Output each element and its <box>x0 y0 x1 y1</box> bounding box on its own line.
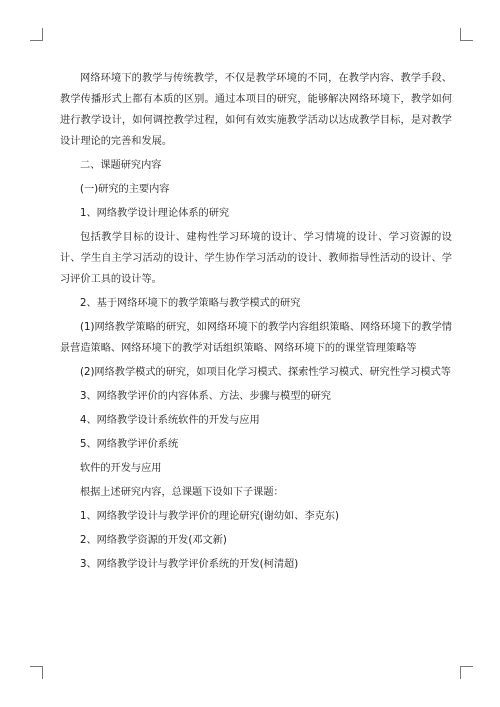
crop-mark-top-right <box>460 28 473 41</box>
list-item: 4、网络教学设计系统软件的开发与应用 <box>80 415 260 426</box>
body-paragraph: 包括教学目标的设计、建构性学习环境的设计、学习情境的设计、学习资源的设计、学生自主学习活动的设计、学生协作学习活动的设计、教师指导性活动的设计、学习评价工具的设计等。 <box>60 232 452 285</box>
body-paragraph: (2)网络教学模式的研究，如项目化学习模式、探索性学习模式、研究性学习模式等 <box>80 367 451 378</box>
list-item: 5、网络教学评价系统 <box>80 439 179 450</box>
list-item: 1、网络教学设计理论体系的研究 <box>80 208 230 219</box>
crop-mark-bottom-right <box>460 666 473 679</box>
list-item: 3、网络教学评价的内容体系、方法、步骤与模型的研究 <box>80 391 331 402</box>
document-body <box>60 68 452 578</box>
subsection-heading: (一)研究的主要内容 <box>80 184 170 195</box>
list-item: 2、基于网络环境下的教学策略与教学模式的研究 <box>80 298 301 309</box>
intro-paragraph: 网络环境下的教学与传统教学，不仅是教学环境的不同，在教学内容、教学手段、教学传播形式上都有本质的区别。通过本项目的研究，能够解决网络环境下，教学如何进行教学设计，如何调控教学过程，如何有效实施教学活动以达成教学目标，是对教学设计理论的完善和发展。 <box>60 73 452 147</box>
crop-mark-top-left <box>30 28 43 41</box>
body-paragraph: (1)网络教学策略的研究，如网络环境下的教学内容组织策略、网络环境下的教学情景营造策略、网络环境下的教学对话组织策略、网络环境下的的课堂管理策略等 <box>60 322 452 354</box>
list-item: 2、网络教学资源的开发(邓文新) <box>80 535 227 546</box>
list-item: 3、网络教学设计与教学评价系统的开发(柯清超) <box>80 559 299 570</box>
crop-mark-bottom-left <box>30 666 43 679</box>
body-paragraph: 根据上述研究内容，总课题下设如下子课题： <box>80 487 284 498</box>
list-item: 1、网络教学设计与教学评价的理论研究(谢幼如、李克东) <box>80 511 339 522</box>
list-item: 软件的开发与应用 <box>80 463 162 474</box>
section-heading: 二、课题研究内容 <box>80 160 162 171</box>
